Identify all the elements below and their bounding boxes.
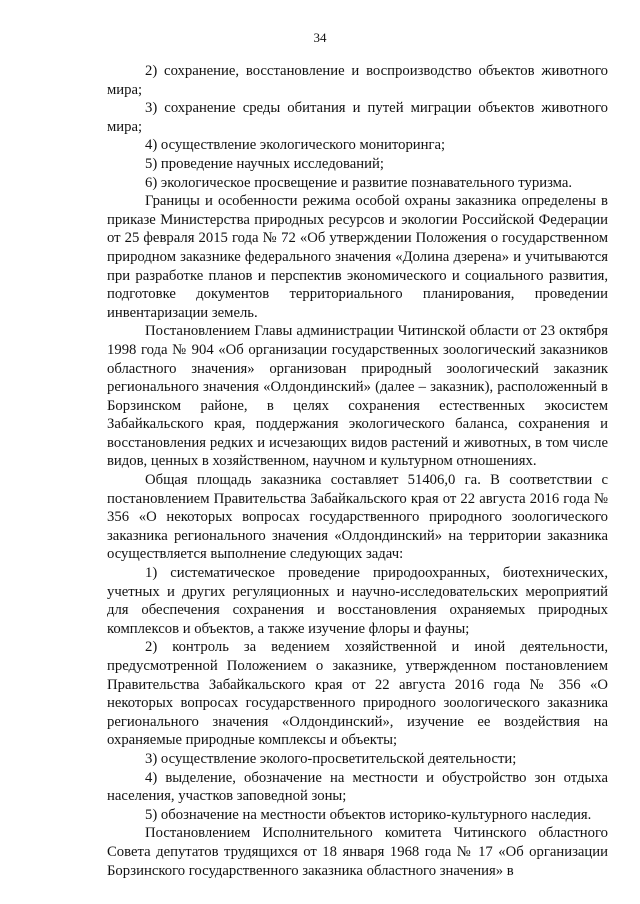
document-body [107,62,608,880]
task-item-2: 2) контроль за ведением хозяйственной и иной деятельности, предусмотренной Положением о заказнике, утвержденном постановлением Правительства Забайкальского края от 22 августа 2016 года № 356 «О некоторых вопросах государственного природного зоологического заказника регионального значения «Олдондинский», изучение ее воздействия на охраняемые природные комплексы и объекты; [107,639,608,749]
task-item-4: 4) выделение, обозначение на местности и обустройство зон отдыха населения, участков заповедной зоны; [107,769,608,805]
list-item-research: 5) проведение научных исследований; [145,155,384,172]
paragraph-oldondinsky-establishment: Постановлением Главы администрации Читинской области от 23 октября 1998 года № 904 «Об организации государственных зоологический заказников областного значения» организован природный зоологический заказник регионального значения «Олдондинский» (далее – заказник), расположенный в Борзинском районе, в целях сохранения естественных экосистем Забайкальского края, поддержания экологического баланса, сохранения и восстановления редких и исчезающих видов растений и животных, в том числе видов, ценных в хозяйственном, научном и культурном отношениях. [107,323,608,470]
list-item-monitoring: 4) осуществление экологического мониторинга; [145,137,446,154]
task-item-5: 5) обозначение на местности объектов историко-культурного наследия. [145,806,592,823]
task-item-3: 3) осуществление эколого-просветительской деятельности; [145,750,517,767]
paragraph-total-area: Общая площадь заказника составляет 51406,0 га. В соответствии с постановлением Правительства Забайкальского края от 22 августа 2016 года № 356 «О некоторых вопросах государственного природного зоологического заказника регионального значения «Олдондинский» на территории заказника осуществляется выполнение следующих задач: [107,472,608,563]
paragraph-borzinsky-resolution: Постановлением Исполнительного комитета Читинского областного Совета депутатов трудящихся от 18 января 1968 года № 17 «Об организации Борзинского государственного заказника областного значения» в [107,825,608,879]
page-number: 34 [313,30,327,45]
paragraph-boundaries: Границы и особенности режима особой охраны заказника определены в приказе Министерства природных ресурсов и экологии Российской Федерации от 25 февраля 2015 года № 72 «Об утверждении Положения о государственном природном заказнике федерального значения «Долина дзерена» и учитываются при разработке планов и перспектив экономического и социального развития, подготовке документов территориального планирования, проведении инвентаризации земель. [107,193,608,321]
list-item-restoration: 2) сохранение, восстановление и воспроизводство объектов животного мира; [107,63,608,98]
list-item-education: 6) экологическое просвещение и развитие познавательного туризма. [145,174,573,191]
task-item-1: 1) систематическое проведение природоохранных, биотехнических, учетных и других регуляционных и научно-исследовательских мероприятий для обеспечения сохранения и восстановления охраняемых природных комплексов и объектов, а также изучение флоры и фауны; [107,565,608,637]
list-item-habitat: 3) сохранение среды обитания и путей миграции объектов животного мира; [107,100,608,135]
